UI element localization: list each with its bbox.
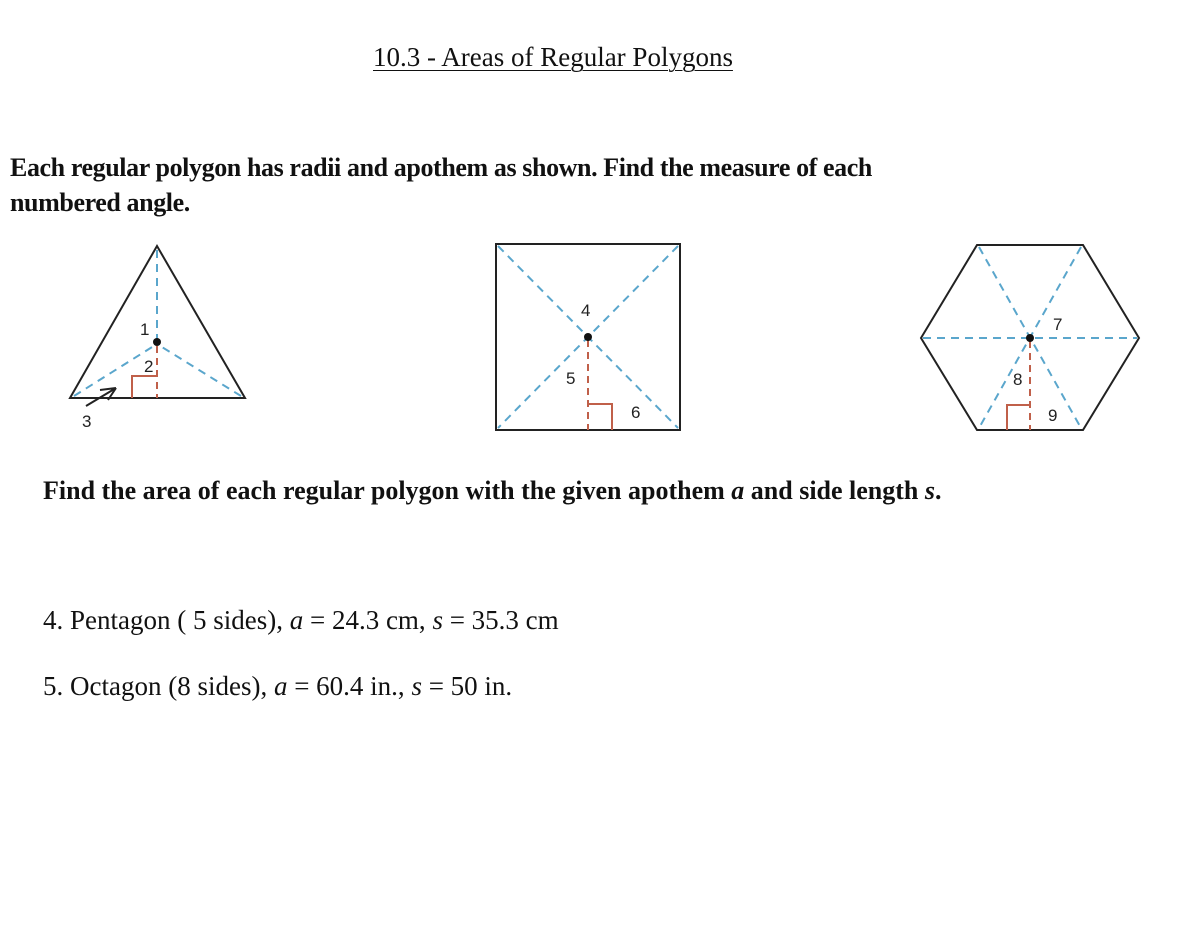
square-right-angle-mark xyxy=(588,404,612,430)
angle-label-7: 7 xyxy=(1053,315,1063,334)
hexagon-center-dot xyxy=(1026,334,1034,342)
side-variable: s xyxy=(924,476,936,505)
angle-label-5: 5 xyxy=(566,369,576,388)
angle-label-6: 6 xyxy=(631,403,641,422)
triangle-figure xyxy=(60,240,260,440)
hexagon-figure xyxy=(915,238,1145,438)
area-instructions: Find the area of each regular polygon with the given apothem a and side length s. xyxy=(43,476,942,505)
angle-instructions: Each regular polygon has radii and apothem as shown. Find the measure of each numbered angle. xyxy=(10,153,872,217)
angle-label-3: 3 xyxy=(82,412,92,431)
angle-label-9: 9 xyxy=(1048,406,1058,425)
problem-5: 5. Octagon (8 sides), a = 60.4 in., s = 50 in. xyxy=(43,671,513,701)
angle-label-2: 2 xyxy=(144,357,154,376)
page-title: 10.3 - Areas of Regular Polygons xyxy=(373,42,733,72)
triangle-center-dot xyxy=(153,338,161,346)
angle-label-8: 8 xyxy=(1013,370,1023,389)
angle-label-1: 1 xyxy=(140,320,150,339)
apothem-variable: a xyxy=(731,476,745,505)
square-center-dot xyxy=(584,333,592,341)
hexagon-right-angle-mark xyxy=(1007,405,1030,430)
angle-label-4: 4 xyxy=(581,301,591,320)
square-figure xyxy=(490,238,690,438)
triangle-right-angle-mark xyxy=(132,376,157,398)
problem-4: 4. Pentagon ( 5 sides), a = 24.3 cm, s = 35.3 cm xyxy=(43,605,559,635)
